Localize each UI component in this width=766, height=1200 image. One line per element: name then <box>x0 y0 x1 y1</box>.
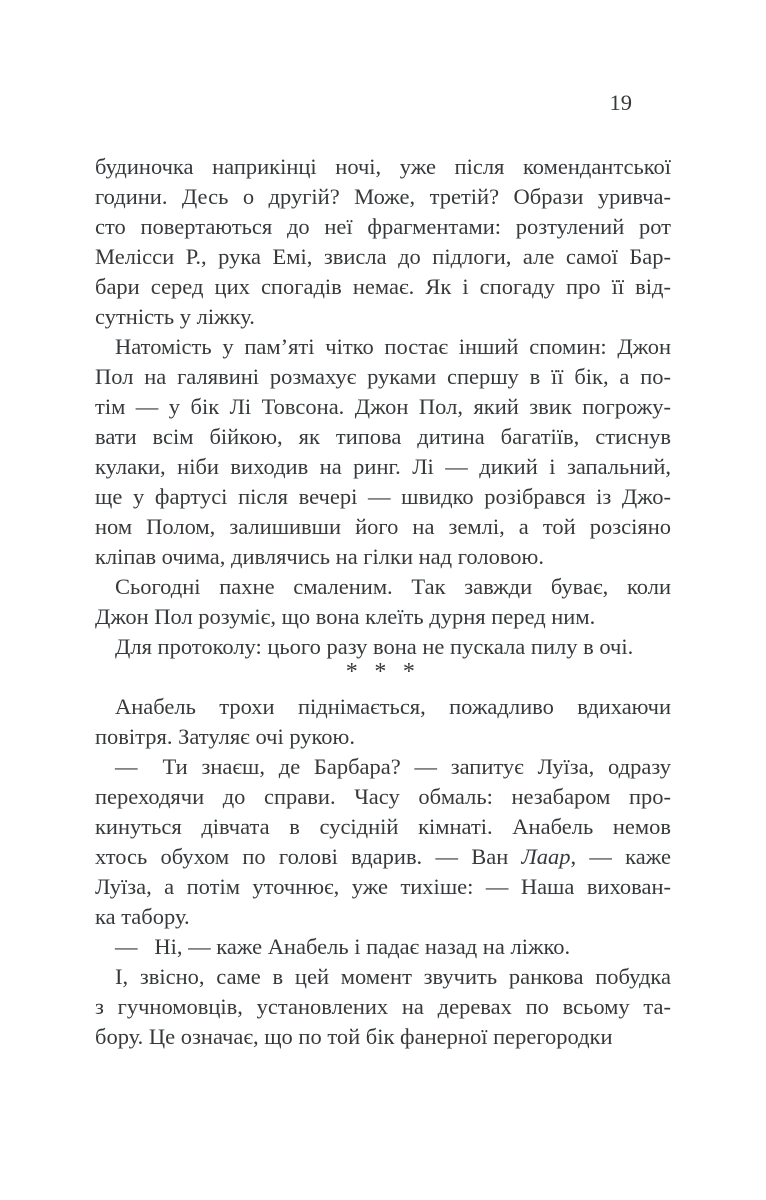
paragraph <box>95 692 671 752</box>
text-segment: Луїза, а потім уточнює, уже тихіше: — Наша вихован- <box>95 874 671 899</box>
text-segment: з гучномовців, установлених на деревах по всьому та- <box>95 994 671 1019</box>
paragraph <box>95 152 671 332</box>
text-segment: вати всім бійкою, як типова дитина багатіїв, стиснув <box>95 424 671 449</box>
text-line <box>95 692 671 722</box>
text-segment: — Ти знаєш, де Барбара? — запитує Луїза, одразу <box>115 754 671 779</box>
paragraph <box>95 962 671 1052</box>
text-segment: хтось обухом по голові вдарив. — Ван <box>95 844 522 869</box>
paragraph <box>95 572 671 632</box>
text-line <box>95 242 671 272</box>
text-segment: будиночка наприкінці ночі, уже після комендантської <box>95 154 671 179</box>
text-line <box>95 902 671 932</box>
text-line <box>95 302 671 332</box>
text-line <box>95 212 671 242</box>
text-line <box>95 842 671 872</box>
paragraph <box>95 332 671 572</box>
text-segment: , — каже <box>570 844 671 869</box>
text-line <box>95 362 671 392</box>
text-segment: Натомість у пам’яті чітко постає інший спомин: Джон <box>115 334 671 359</box>
text-segment: години. Десь о другій? Може, третій? Образи уривча- <box>95 184 671 209</box>
text-line <box>95 722 671 752</box>
text-line <box>95 332 671 362</box>
text-segment: Сьогодні пахне смаленим. Так завжди буває, коли <box>115 574 671 599</box>
text-line <box>95 392 671 422</box>
text-line <box>95 422 671 452</box>
text-line <box>95 752 671 782</box>
text-segment: ном Полом, залишивши його на землі, а той розсіяно <box>95 514 671 539</box>
text-line <box>95 602 671 632</box>
text-line <box>95 782 671 812</box>
paragraph <box>95 932 671 962</box>
text-segment: кулаки, ніби виходив на ринг. Лі — дикий і запальний, <box>95 454 671 479</box>
text-segment: Анабель трохи піднімається, пожадливо вдихаючи <box>115 694 671 719</box>
page-number: 19 <box>609 90 632 115</box>
text-segment: бору. Це означає, що по той бік фанерної перегородки <box>95 1024 613 1049</box>
text-segment: Мелісси Р., рука Емі, звисла до підлоги, але самої Бар- <box>95 244 671 269</box>
text-line <box>95 542 671 572</box>
text-segment: Для протоколу: цього разу вона не пускала пилу в очі. <box>115 634 634 659</box>
text-line <box>95 932 671 962</box>
text-segment: бари серед цих спогадів немає. Як і спогаду про її від- <box>95 274 671 299</box>
text-segment: кліпав очима, дивлячись на гілки над головою. <box>95 544 544 569</box>
text-segment: тім — у бік Лі Товсона. Джон Пол, який звик погрожу- <box>95 394 671 419</box>
text-segment: І, звісно, саме в цей момент звучить ранкова побудка <box>115 964 671 989</box>
text-segment: — Ні, — каже Анабель і падає назад на ліжко. <box>115 934 571 959</box>
text-line <box>95 812 671 842</box>
paragraph <box>95 752 671 932</box>
text-segment: кинуться дівчата в сусідній кімнаті. Анабель немов <box>95 814 671 839</box>
text-segment: повітря. Затуляє очі рукою. <box>95 724 355 749</box>
text-line <box>95 182 671 212</box>
text-segment: ка табору. <box>95 904 190 929</box>
text-segment: Джон Пол розуміє, що вона клеїть дурня перед ним. <box>95 604 596 629</box>
text-segment: переходячи до справи. Часу обмаль: незабаром про- <box>95 784 671 809</box>
italic-text-segment: Лаар <box>521 844 571 869</box>
text-line <box>95 572 671 602</box>
text-line <box>95 452 671 482</box>
text-segment: Пол на галявині розмахує руками спершу в її бік, а по- <box>95 364 671 389</box>
text-line <box>95 1022 671 1052</box>
page-text <box>95 152 671 1052</box>
section-separator: * * * <box>345 659 421 685</box>
text-line <box>95 962 671 992</box>
text-line <box>95 992 671 1022</box>
text-line <box>95 512 671 542</box>
text-line <box>95 272 671 302</box>
text-line <box>95 482 671 512</box>
text-line <box>95 152 671 182</box>
text-line <box>95 872 671 902</box>
text-segment: сутність у ліжку. <box>95 304 255 329</box>
text-segment: сто повертаються до неї фрагментами: розтулений рот <box>95 214 671 239</box>
text-segment: ще у фартусі після вечері — швидко розібрався із Джо- <box>95 484 671 509</box>
